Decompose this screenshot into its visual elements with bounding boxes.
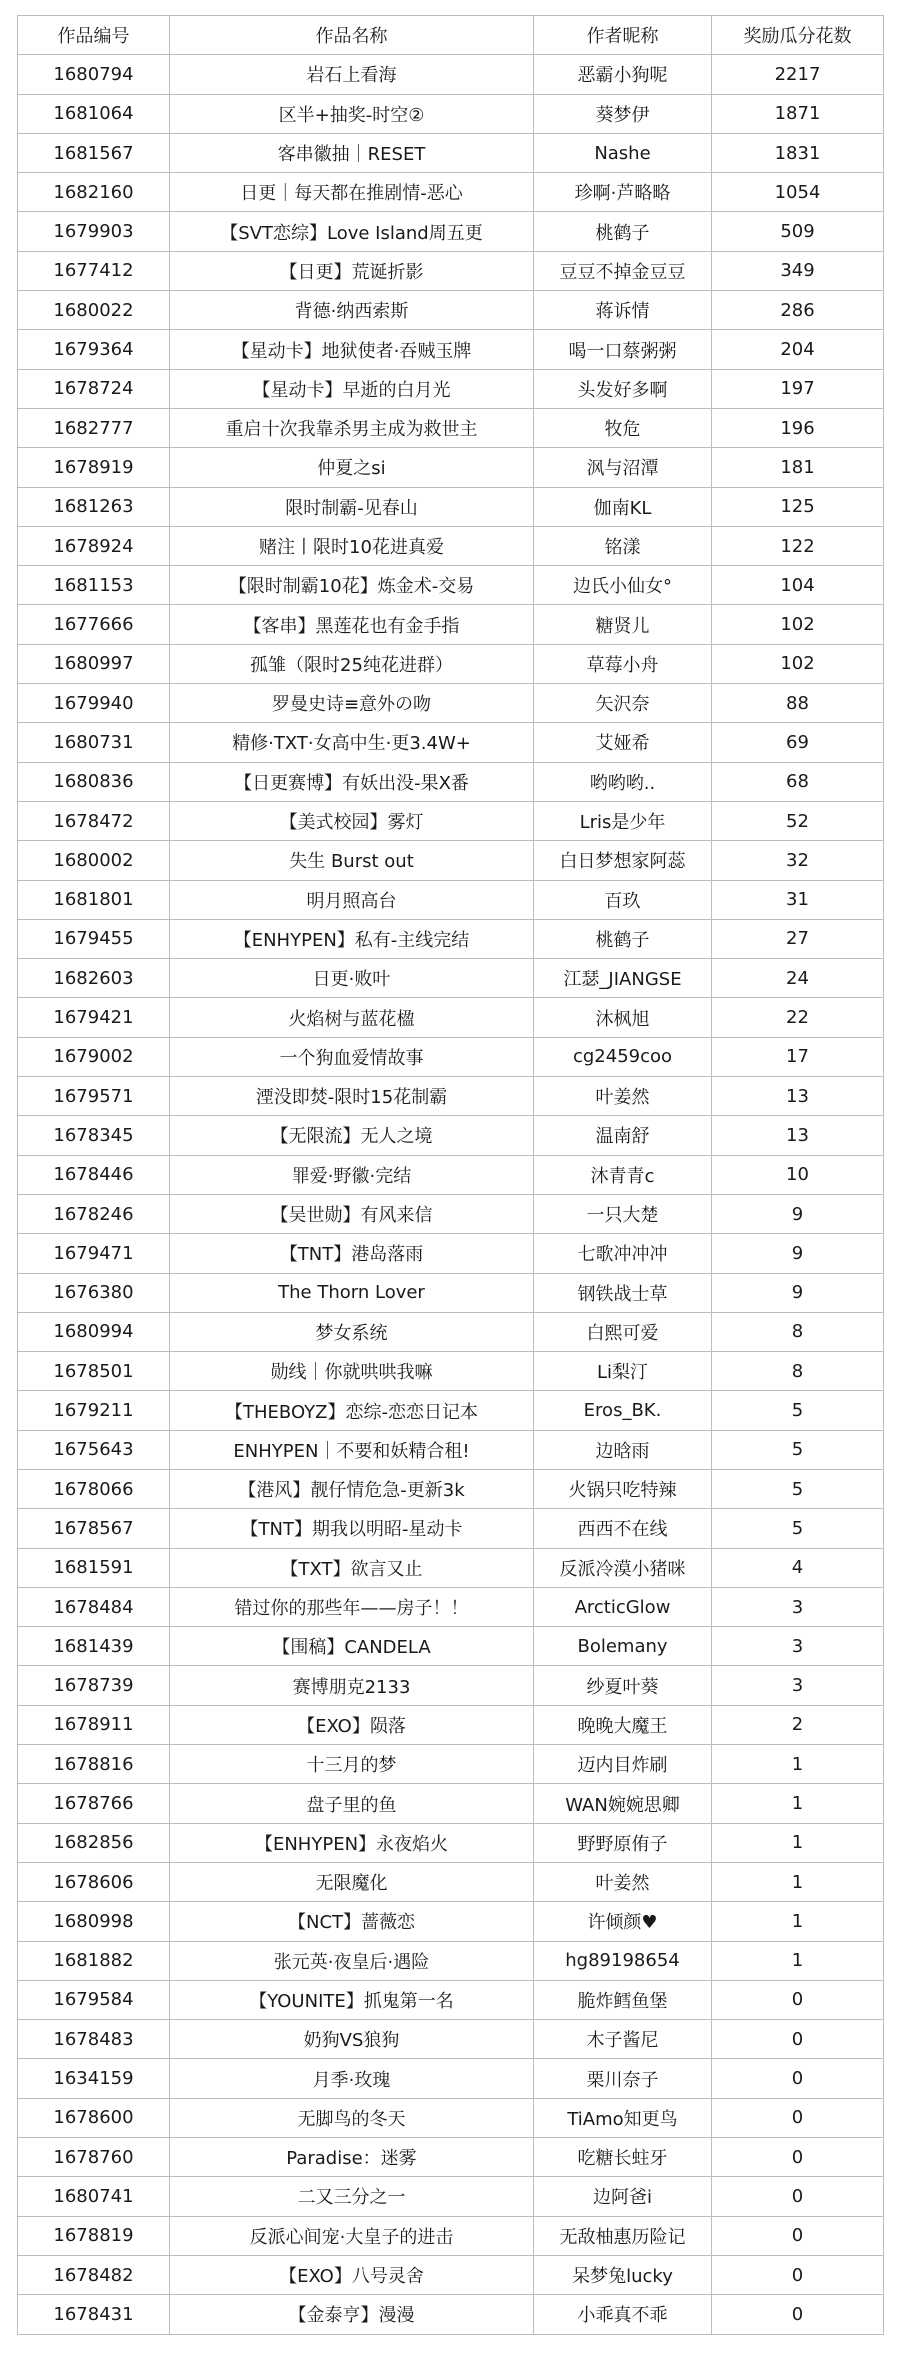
author-nickname-cell: 豆豆不掉金豆豆	[534, 251, 712, 290]
reward-flowers-cell: 1831	[712, 133, 884, 172]
author-nickname-cell: Li梨汀	[534, 1352, 712, 1391]
author-nickname-cell: 沐枫旭	[534, 998, 712, 1037]
work-id-cell: 1681263	[18, 487, 170, 526]
table-row	[18, 1902, 884, 1941]
author-nickname-cell: 铭漾	[534, 526, 712, 565]
table-row	[18, 684, 884, 723]
work-title-cell: 【TNT】期我以明昭-星动卡	[170, 1509, 534, 1548]
author-nickname-cell: 温南舒	[534, 1116, 712, 1155]
reward-flowers-cell: 0	[712, 2295, 884, 2334]
reward-flowers-cell: 3	[712, 1627, 884, 1666]
author-nickname-cell: 西西不在线	[534, 1509, 712, 1548]
work-id-cell: 1680741	[18, 2177, 170, 2216]
work-title-cell: 二又三分之一	[170, 2177, 534, 2216]
reward-flowers-cell: 9	[712, 1234, 884, 1273]
work-title-cell: 精修·TXT·女高中生·更3.4W+	[170, 723, 534, 762]
author-nickname-cell: ArcticGlow	[534, 1587, 712, 1626]
table-row	[18, 1312, 884, 1351]
reward-flowers-cell: 5	[712, 1391, 884, 1430]
reward-flowers-cell: 0	[712, 2138, 884, 2177]
reward-flowers-cell: 52	[712, 801, 884, 840]
author-nickname-cell: 江瑟_JIANGSE	[534, 959, 712, 998]
work-id-cell: 1634159	[18, 2059, 170, 2098]
table-row	[18, 1391, 884, 1430]
reward-flowers-cell: 13	[712, 1116, 884, 1155]
author-nickname-cell: 头发好多啊	[534, 369, 712, 408]
work-id-cell: 1679471	[18, 1234, 170, 1273]
work-title-cell: The Thorn Lover	[170, 1273, 534, 1312]
work-title-cell: 客串徽抽｜RESET	[170, 133, 534, 172]
work-id-cell: 1678567	[18, 1509, 170, 1548]
work-id-cell: 1675643	[18, 1430, 170, 1469]
work-id-cell: 1681153	[18, 566, 170, 605]
author-nickname-cell: 野野原侑子	[534, 1823, 712, 1862]
table-row	[18, 1784, 884, 1823]
author-nickname-cell: 叶姜然	[534, 1862, 712, 1901]
author-nickname-cell: 百玖	[534, 880, 712, 919]
work-title-cell: 错过你的那些年——房子！！	[170, 1587, 534, 1626]
table-row	[18, 1823, 884, 1862]
author-nickname-cell: Lris是少年	[534, 801, 712, 840]
header-author-nickname: 作者昵称	[534, 16, 712, 55]
work-title-cell: 勋线｜你就哄哄我嘛	[170, 1352, 534, 1391]
work-id-cell: 1678246	[18, 1194, 170, 1233]
reward-flowers-cell: 5	[712, 1509, 884, 1548]
work-title-cell: ENHYPEN｜不要和妖精合租!	[170, 1430, 534, 1469]
work-id-cell: 1678739	[18, 1666, 170, 1705]
table-row	[18, 801, 884, 840]
author-nickname-cell: 迈内目炸刷	[534, 1745, 712, 1784]
table-row	[18, 1037, 884, 1076]
work-id-cell: 1678606	[18, 1862, 170, 1901]
reward-flowers-cell: 69	[712, 723, 884, 762]
work-title-cell: 明月照高台	[170, 880, 534, 919]
reward-flowers-cell: 2	[712, 1705, 884, 1744]
work-title-cell: 背德·纳西索斯	[170, 291, 534, 330]
work-title-cell: 无限魔化	[170, 1862, 534, 1901]
reward-flowers-cell: 24	[712, 959, 884, 998]
author-nickname-cell: 葵梦伊	[534, 94, 712, 133]
table-row	[18, 2177, 884, 2216]
table-row	[18, 1548, 884, 1587]
reward-flowers-cell: 5	[712, 1430, 884, 1469]
table-row	[18, 1627, 884, 1666]
reward-flowers-cell: 9	[712, 1194, 884, 1233]
reward-flowers-cell: 1	[712, 1902, 884, 1941]
table-row	[18, 173, 884, 212]
author-nickname-cell: 木子酱尼	[534, 2020, 712, 2059]
work-title-cell: 火焰树与蓝花楹	[170, 998, 534, 1037]
reward-flowers-cell: 102	[712, 644, 884, 683]
work-title-cell: 无脚鸟的冬天	[170, 2098, 534, 2137]
work-id-cell: 1681567	[18, 133, 170, 172]
work-title-cell: 十三月的梦	[170, 1745, 534, 1784]
author-nickname-cell: 叶姜然	[534, 1077, 712, 1116]
author-nickname-cell: 蒋诉情	[534, 291, 712, 330]
reward-flowers-cell: 3	[712, 1666, 884, 1705]
work-title-cell: 【日更】荒诞折影	[170, 251, 534, 290]
work-id-cell: 1681882	[18, 1941, 170, 1980]
work-id-cell: 1678501	[18, 1352, 170, 1391]
work-id-cell: 1681591	[18, 1548, 170, 1587]
reward-flowers-cell: 1	[712, 1941, 884, 1980]
author-nickname-cell: 脆炸鳕鱼堡	[534, 1980, 712, 2019]
reward-table	[17, 15, 884, 2335]
work-title-cell: 奶狗VS狼狗	[170, 2020, 534, 2059]
reward-flowers-cell: 4	[712, 1548, 884, 1587]
table-row	[18, 2059, 884, 2098]
work-title-cell: 【EXO】陨落	[170, 1705, 534, 1744]
reward-flowers-cell: 1	[712, 1862, 884, 1901]
reward-flowers-cell: 0	[712, 2020, 884, 2059]
reward-flowers-cell: 31	[712, 880, 884, 919]
work-title-cell: 日更｜每天都在推剧情-恶心	[170, 173, 534, 212]
work-id-cell: 1680794	[18, 55, 170, 94]
work-id-cell: 1679455	[18, 919, 170, 958]
work-id-cell: 1681439	[18, 1627, 170, 1666]
table-row	[18, 2295, 884, 2334]
table-row	[18, 1509, 884, 1548]
table-row	[18, 2138, 884, 2177]
author-nickname-cell: 边氏小仙女°	[534, 566, 712, 605]
work-title-cell: 张元英·夜皇后·遇险	[170, 1941, 534, 1980]
author-nickname-cell: 火锅只吃特辣	[534, 1469, 712, 1508]
author-nickname-cell: WAN婉婉思卿	[534, 1784, 712, 1823]
work-title-cell: 【THEBOYZ】恋综-恋恋日记本	[170, 1391, 534, 1430]
reward-flowers-cell: 5	[712, 1469, 884, 1508]
table-row	[18, 55, 884, 94]
table-row	[18, 1077, 884, 1116]
table-row	[18, 1352, 884, 1391]
reward-flowers-cell: 9	[712, 1273, 884, 1312]
author-nickname-cell: Bolemany	[534, 1627, 712, 1666]
work-id-cell: 1678911	[18, 1705, 170, 1744]
header-work-id: 作品编号	[18, 16, 170, 55]
work-title-cell: 孤雏（限时25纯花进群）	[170, 644, 534, 683]
work-id-cell: 1679421	[18, 998, 170, 1037]
author-nickname-cell: 白熙可爱	[534, 1312, 712, 1351]
table-row	[18, 880, 884, 919]
work-title-cell: 赛博朋克2133	[170, 1666, 534, 1705]
work-title-cell: 限时制霸-见春山	[170, 487, 534, 526]
reward-flowers-cell: 13	[712, 1077, 884, 1116]
reward-flowers-cell: 0	[712, 2059, 884, 2098]
author-nickname-cell: 反派冷漠小猪咪	[534, 1548, 712, 1587]
author-nickname-cell: 矢沢奈	[534, 684, 712, 723]
reward-flowers-cell: 68	[712, 762, 884, 801]
work-title-cell: 【无限流】无人之境	[170, 1116, 534, 1155]
work-id-cell: 1681801	[18, 880, 170, 919]
author-nickname-cell: 无敌柚惠历险记	[534, 2216, 712, 2255]
author-nickname-cell: 桃鹤子	[534, 919, 712, 958]
reward-flowers-cell: 122	[712, 526, 884, 565]
work-title-cell: 【ENHYPEN】私有-主线完结	[170, 919, 534, 958]
author-nickname-cell: TiAmo知更鸟	[534, 2098, 712, 2137]
author-nickname-cell: 呆梦兔lucky	[534, 2255, 712, 2294]
author-nickname-cell: 桃鹤子	[534, 212, 712, 251]
work-id-cell: 1679002	[18, 1037, 170, 1076]
reward-flowers-cell: 181	[712, 448, 884, 487]
author-nickname-cell: 小乖真不乖	[534, 2295, 712, 2334]
table-body	[18, 55, 884, 2334]
work-id-cell: 1678484	[18, 1587, 170, 1626]
work-id-cell: 1680836	[18, 762, 170, 801]
work-id-cell: 1678924	[18, 526, 170, 565]
table-row	[18, 1469, 884, 1508]
reward-flowers-cell: 27	[712, 919, 884, 958]
work-title-cell: 【金泰亨】漫漫	[170, 2295, 534, 2334]
work-title-cell: 赌注丨限时10花进真爱	[170, 526, 534, 565]
work-id-cell: 1680002	[18, 841, 170, 880]
work-id-cell: 1680997	[18, 644, 170, 683]
work-title-cell: 梦女系统	[170, 1312, 534, 1351]
reward-flowers-cell: 1	[712, 1745, 884, 1784]
table-row	[18, 1980, 884, 2019]
reward-flowers-cell: 0	[712, 2177, 884, 2216]
work-title-cell: 【星动卡】地狱使者·吞贼玉牌	[170, 330, 534, 369]
reward-flowers-cell: 104	[712, 566, 884, 605]
author-nickname-cell: 吃糖长蛀牙	[534, 2138, 712, 2177]
work-id-cell: 1678819	[18, 2216, 170, 2255]
author-nickname-cell: 沐青青c	[534, 1155, 712, 1194]
author-nickname-cell: 艾娅希	[534, 723, 712, 762]
reward-flowers-cell: 8	[712, 1312, 884, 1351]
author-nickname-cell: 草莓小舟	[534, 644, 712, 683]
work-id-cell: 1679940	[18, 684, 170, 723]
reward-flowers-cell: 204	[712, 330, 884, 369]
work-title-cell: 【美式校园】雾灯	[170, 801, 534, 840]
work-id-cell: 1682856	[18, 1823, 170, 1862]
table-row	[18, 1273, 884, 1312]
work-id-cell: 1678483	[18, 2020, 170, 2059]
work-id-cell: 1678600	[18, 2098, 170, 2137]
work-id-cell: 1677666	[18, 605, 170, 644]
reward-flowers-cell: 196	[712, 408, 884, 447]
work-id-cell: 1678446	[18, 1155, 170, 1194]
table-row	[18, 408, 884, 447]
reward-flowers-cell: 197	[712, 369, 884, 408]
table-row	[18, 1587, 884, 1626]
table-row	[18, 762, 884, 801]
reward-flowers-cell: 32	[712, 841, 884, 880]
table-row	[18, 526, 884, 565]
table-row	[18, 330, 884, 369]
reward-flowers-cell: 0	[712, 2216, 884, 2255]
work-id-cell: 1678724	[18, 369, 170, 408]
reward-flowers-cell: 102	[712, 605, 884, 644]
author-nickname-cell: cg2459coo	[534, 1037, 712, 1076]
table-row	[18, 1430, 884, 1469]
reward-flowers-cell: 509	[712, 212, 884, 251]
header-reward-flowers: 奖励瓜分花数	[712, 16, 884, 55]
table-row	[18, 1941, 884, 1980]
table-row	[18, 291, 884, 330]
work-title-cell: 日更·败叶	[170, 959, 534, 998]
work-title-cell: 【TXT】欲言又止	[170, 1548, 534, 1587]
work-title-cell: 【港风】靓仔情危急-更新3k	[170, 1469, 534, 1508]
work-title-cell: 罗曼史诗≡意外の吻	[170, 684, 534, 723]
work-title-cell: 湮没即焚-限时15花制霸	[170, 1077, 534, 1116]
reward-flowers-cell: 0	[712, 2255, 884, 2294]
table-row	[18, 212, 884, 251]
author-nickname-cell: Nashe	[534, 133, 712, 172]
author-nickname-cell: 白日梦想家阿蕊	[534, 841, 712, 880]
work-id-cell: 1678482	[18, 2255, 170, 2294]
table-row	[18, 1666, 884, 1705]
work-title-cell: 【NCT】蔷薇恋	[170, 1902, 534, 1941]
author-nickname-cell: 喝一口蔡粥粥	[534, 330, 712, 369]
work-title-cell: 【吴世勋】有风来信	[170, 1194, 534, 1233]
table-row	[18, 2020, 884, 2059]
author-nickname-cell: 栗川奈子	[534, 2059, 712, 2098]
table-row	[18, 369, 884, 408]
reward-flowers-cell: 17	[712, 1037, 884, 1076]
work-id-cell: 1678816	[18, 1745, 170, 1784]
reward-flowers-cell: 1	[712, 1784, 884, 1823]
reward-flowers-cell: 1054	[712, 173, 884, 212]
work-title-cell: 【YOUNITE】抓鬼第一名	[170, 1980, 534, 2019]
work-title-cell: 岩石上看海	[170, 55, 534, 94]
author-nickname-cell: 一只大楚	[534, 1194, 712, 1233]
author-nickname-cell: 纱夏叶葵	[534, 1666, 712, 1705]
table-row	[18, 2255, 884, 2294]
work-title-cell: 【日更赛博】有妖出没-果X番	[170, 762, 534, 801]
work-title-cell: 【TNT】港岛落雨	[170, 1234, 534, 1273]
work-id-cell: 1678345	[18, 1116, 170, 1155]
author-nickname-cell: 许倾颜♥	[534, 1902, 712, 1941]
reward-flowers-cell: 8	[712, 1352, 884, 1391]
work-title-cell: 【围稿】CANDELA	[170, 1627, 534, 1666]
reward-flowers-cell: 286	[712, 291, 884, 330]
work-title-cell: 失生 Burst out	[170, 841, 534, 880]
reward-flowers-cell: 2217	[712, 55, 884, 94]
author-nickname-cell: 晚晚大魔王	[534, 1705, 712, 1744]
table-row	[18, 723, 884, 762]
table-header-row	[18, 16, 884, 55]
table-row	[18, 2216, 884, 2255]
table-row	[18, 959, 884, 998]
reward-flowers-cell: 1	[712, 1823, 884, 1862]
work-id-cell: 1678760	[18, 2138, 170, 2177]
work-title-cell: 月季·玫瑰	[170, 2059, 534, 2098]
table-row	[18, 566, 884, 605]
author-nickname-cell: 边晗雨	[534, 1430, 712, 1469]
work-id-cell: 1676380	[18, 1273, 170, 1312]
reward-flowers-cell: 0	[712, 1980, 884, 2019]
work-id-cell: 1679903	[18, 212, 170, 251]
work-id-cell: 1680731	[18, 723, 170, 762]
table-row	[18, 133, 884, 172]
author-nickname-cell: 牧危	[534, 408, 712, 447]
work-title-cell: Paradise：迷雾	[170, 2138, 534, 2177]
author-nickname-cell: 哟哟哟..	[534, 762, 712, 801]
author-nickname-cell: 边阿爸i	[534, 2177, 712, 2216]
work-id-cell: 1680994	[18, 1312, 170, 1351]
table-row	[18, 841, 884, 880]
reward-flowers-cell: 3	[712, 1587, 884, 1626]
table-row	[18, 1705, 884, 1744]
work-title-cell: 重启十次我靠杀男主成为救世主	[170, 408, 534, 447]
work-title-cell: 【客串】黑莲花也有金手指	[170, 605, 534, 644]
work-id-cell: 1677412	[18, 251, 170, 290]
table-row	[18, 2098, 884, 2137]
work-id-cell: 1678431	[18, 2295, 170, 2334]
work-id-cell: 1678472	[18, 801, 170, 840]
work-title-cell: 【SVT恋综】Love Island周五更	[170, 212, 534, 251]
table-row	[18, 998, 884, 1037]
work-id-cell: 1681064	[18, 94, 170, 133]
reward-flowers-cell: 125	[712, 487, 884, 526]
work-id-cell: 1678766	[18, 1784, 170, 1823]
author-nickname-cell: 钢铁战士草	[534, 1273, 712, 1312]
work-title-cell: 反派心间宠·大皇子的进击	[170, 2216, 534, 2255]
table-row	[18, 94, 884, 133]
reward-flowers-cell: 88	[712, 684, 884, 723]
author-nickname-cell: 沨与沼潭	[534, 448, 712, 487]
work-title-cell: 盘子里的鱼	[170, 1784, 534, 1823]
reward-flowers-cell: 0	[712, 2098, 884, 2137]
work-title-cell: 【限时制霸10花】炼金术-交易	[170, 566, 534, 605]
work-id-cell: 1679584	[18, 1980, 170, 2019]
author-nickname-cell: 糖贤儿	[534, 605, 712, 644]
author-nickname-cell: 伽南KL	[534, 487, 712, 526]
reward-flowers-cell: 10	[712, 1155, 884, 1194]
table-row	[18, 1234, 884, 1273]
work-id-cell: 1680998	[18, 1902, 170, 1941]
work-id-cell: 1679571	[18, 1077, 170, 1116]
author-nickname-cell: Eros_BK.	[534, 1391, 712, 1430]
work-id-cell: 1678066	[18, 1469, 170, 1508]
table-row	[18, 251, 884, 290]
work-id-cell: 1679211	[18, 1391, 170, 1430]
work-id-cell: 1678919	[18, 448, 170, 487]
reward-flowers-cell: 1871	[712, 94, 884, 133]
work-title-cell: 区半+抽奖-时空②	[170, 94, 534, 133]
work-title-cell: 【ENHYPEN】永夜焰火	[170, 1823, 534, 1862]
work-title-cell: 仲夏之si	[170, 448, 534, 487]
table-row	[18, 1155, 884, 1194]
table-row	[18, 644, 884, 683]
header-work-title: 作品名称	[170, 16, 534, 55]
table-row	[18, 487, 884, 526]
reward-flowers-cell: 22	[712, 998, 884, 1037]
table-row	[18, 1745, 884, 1784]
table-row	[18, 1862, 884, 1901]
table-row	[18, 1194, 884, 1233]
reward-flowers-cell: 349	[712, 251, 884, 290]
work-title-cell: 一个狗血爱情故事	[170, 1037, 534, 1076]
author-nickname-cell: 珍啊·芦略略	[534, 173, 712, 212]
table-row	[18, 605, 884, 644]
work-title-cell: 【EXO】八号灵舍	[170, 2255, 534, 2294]
work-id-cell: 1682777	[18, 408, 170, 447]
work-id-cell: 1679364	[18, 330, 170, 369]
table-row	[18, 1116, 884, 1155]
author-nickname-cell: hg89198654	[534, 1941, 712, 1980]
work-id-cell: 1682160	[18, 173, 170, 212]
reward-table-sheet	[17, 15, 883, 2335]
work-id-cell: 1682603	[18, 959, 170, 998]
author-nickname-cell: 七歌冲冲冲	[534, 1234, 712, 1273]
author-nickname-cell: 恶霸小狗呢	[534, 55, 712, 94]
work-title-cell: 【星动卡】早逝的白月光	[170, 369, 534, 408]
table-row	[18, 448, 884, 487]
work-id-cell: 1680022	[18, 291, 170, 330]
work-title-cell: 罪爱·野徽·完结	[170, 1155, 534, 1194]
table-row	[18, 919, 884, 958]
